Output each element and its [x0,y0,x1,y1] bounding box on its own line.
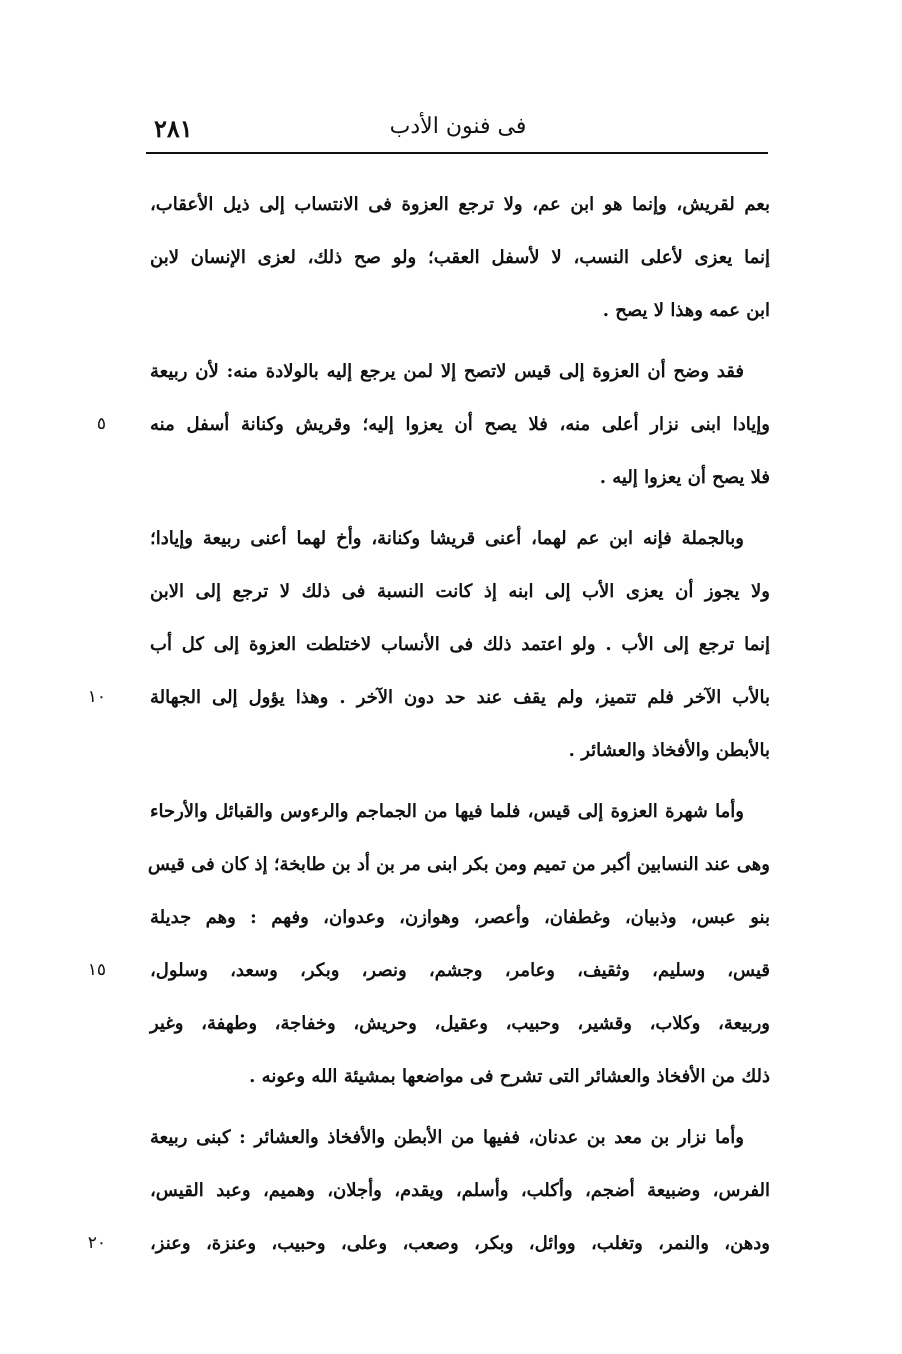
text-line: فلا يصح أن يعزوا إليه . [599,467,770,488]
text-line: وبالجملة فإنه ابن عم لهما، أعنى قريشا وكنانة، وأخ لهما أعنى ربيعة وإيادا؛ [150,528,744,549]
text-line: قيس، وسليم، وثقيف، وعامر، وجشم، ونصر، وبكر، وسعد، وسلول، ١٥ [150,944,770,997]
page-number: ٢٨١ [154,114,193,143]
text-line: وإيادا ابنى نزار أعلى منه، فلا يصح أن يعزوا إليه؛ وقريش وكنانة أسفل منه ٥ [150,398,770,451]
page-body [87,178,770,1278]
paragraph [96,345,770,504]
text-line: فقد وضح أن العزوة إلى قيس لاتصح إلا لمن يرجع إليه بالولادة منه: لأن ربيعة [150,361,744,382]
line-number: ٥ [96,414,106,434]
paragraph [87,512,770,777]
text-line: وهى عند النسابين أكبر من تميم ومن بكر ابنى مر بن أد بن طابخة؛ إذ كان فى قيس [147,854,770,875]
text-line: ابن عمه وهذا لا يصح . [602,300,770,321]
text-line: ولا يجوز أن يعزى الأب إلى ابنه إذ كانت النسبة فى ذلك لا ترجع إلى الابن [150,581,770,602]
text-line: وأما شهرة العزوة إلى قيس، فلما فيها من الجماجم والرءوس والقبائل والأرحاء [150,801,744,822]
text-line: وربيعة، وكلاب، وقشير، وحبيب، وعقيل، وحريش، وخفاجة، وطهفة، وغير [150,1013,770,1034]
page-header [148,108,768,148]
text-line: ودهن، والنمر، وتغلب، ووائل، وبكر، وصعب، وعلى، وحبيب، وعنزة، وعنز، ٢٠ [150,1217,770,1270]
text-line: ذلك من الأفخاذ والعشائر التى تشرح فى مواضعها بمشيئة الله وعونه . [249,1066,770,1087]
running-title: فى فنون الأدب [389,114,527,139]
line-number: ١٠ [87,687,106,707]
text-line: بنو عبس، وذبيان، وغطفان، وأعصر، وهوازن، وعدوان، وفهم : وهم جديلة [150,907,770,928]
line-number: ٢٠ [87,1233,106,1253]
text-line: إنما يعزى لأعلى النسب، لا لأسفل العقب؛ ولو صح ذلك، لعزى الإنسان لابن [150,247,770,268]
paragraph [87,785,770,1103]
text-line: إنما ترجع إلى الأب . ولو اعتمد ذلك فى الأنساب لاختلطت العزوة إلى كل أب [150,634,770,655]
text-line: بالأب الآخر فلم تتميز، ولم يقف عند حد دون الآخر . وهذا يؤول إلى الجهالة ١٠ [150,671,770,724]
header-rule [146,152,768,154]
text-line: بالأبطن والأفخاذ والعشائر . [568,740,770,761]
text-line: وأما نزار بن معد بن عدنان، ففيها من الأبطن والأفخاذ والعشائر : كبنى ربيعة [150,1127,744,1148]
paragraph [150,178,770,337]
text-line: الفرس، وضبيعة أضجم، وأكلب، وأسلم، ويقدم، وأجلان، وهميم، وعبد القيس، [150,1180,770,1201]
line-number: ١٥ [87,960,106,980]
text-line: بعم لقريش، وإنما هو ابن عم، ولا ترجع العزوة فى الانتساب إلى ذيل الأعقاب، [150,194,770,215]
paragraph [87,1111,770,1270]
